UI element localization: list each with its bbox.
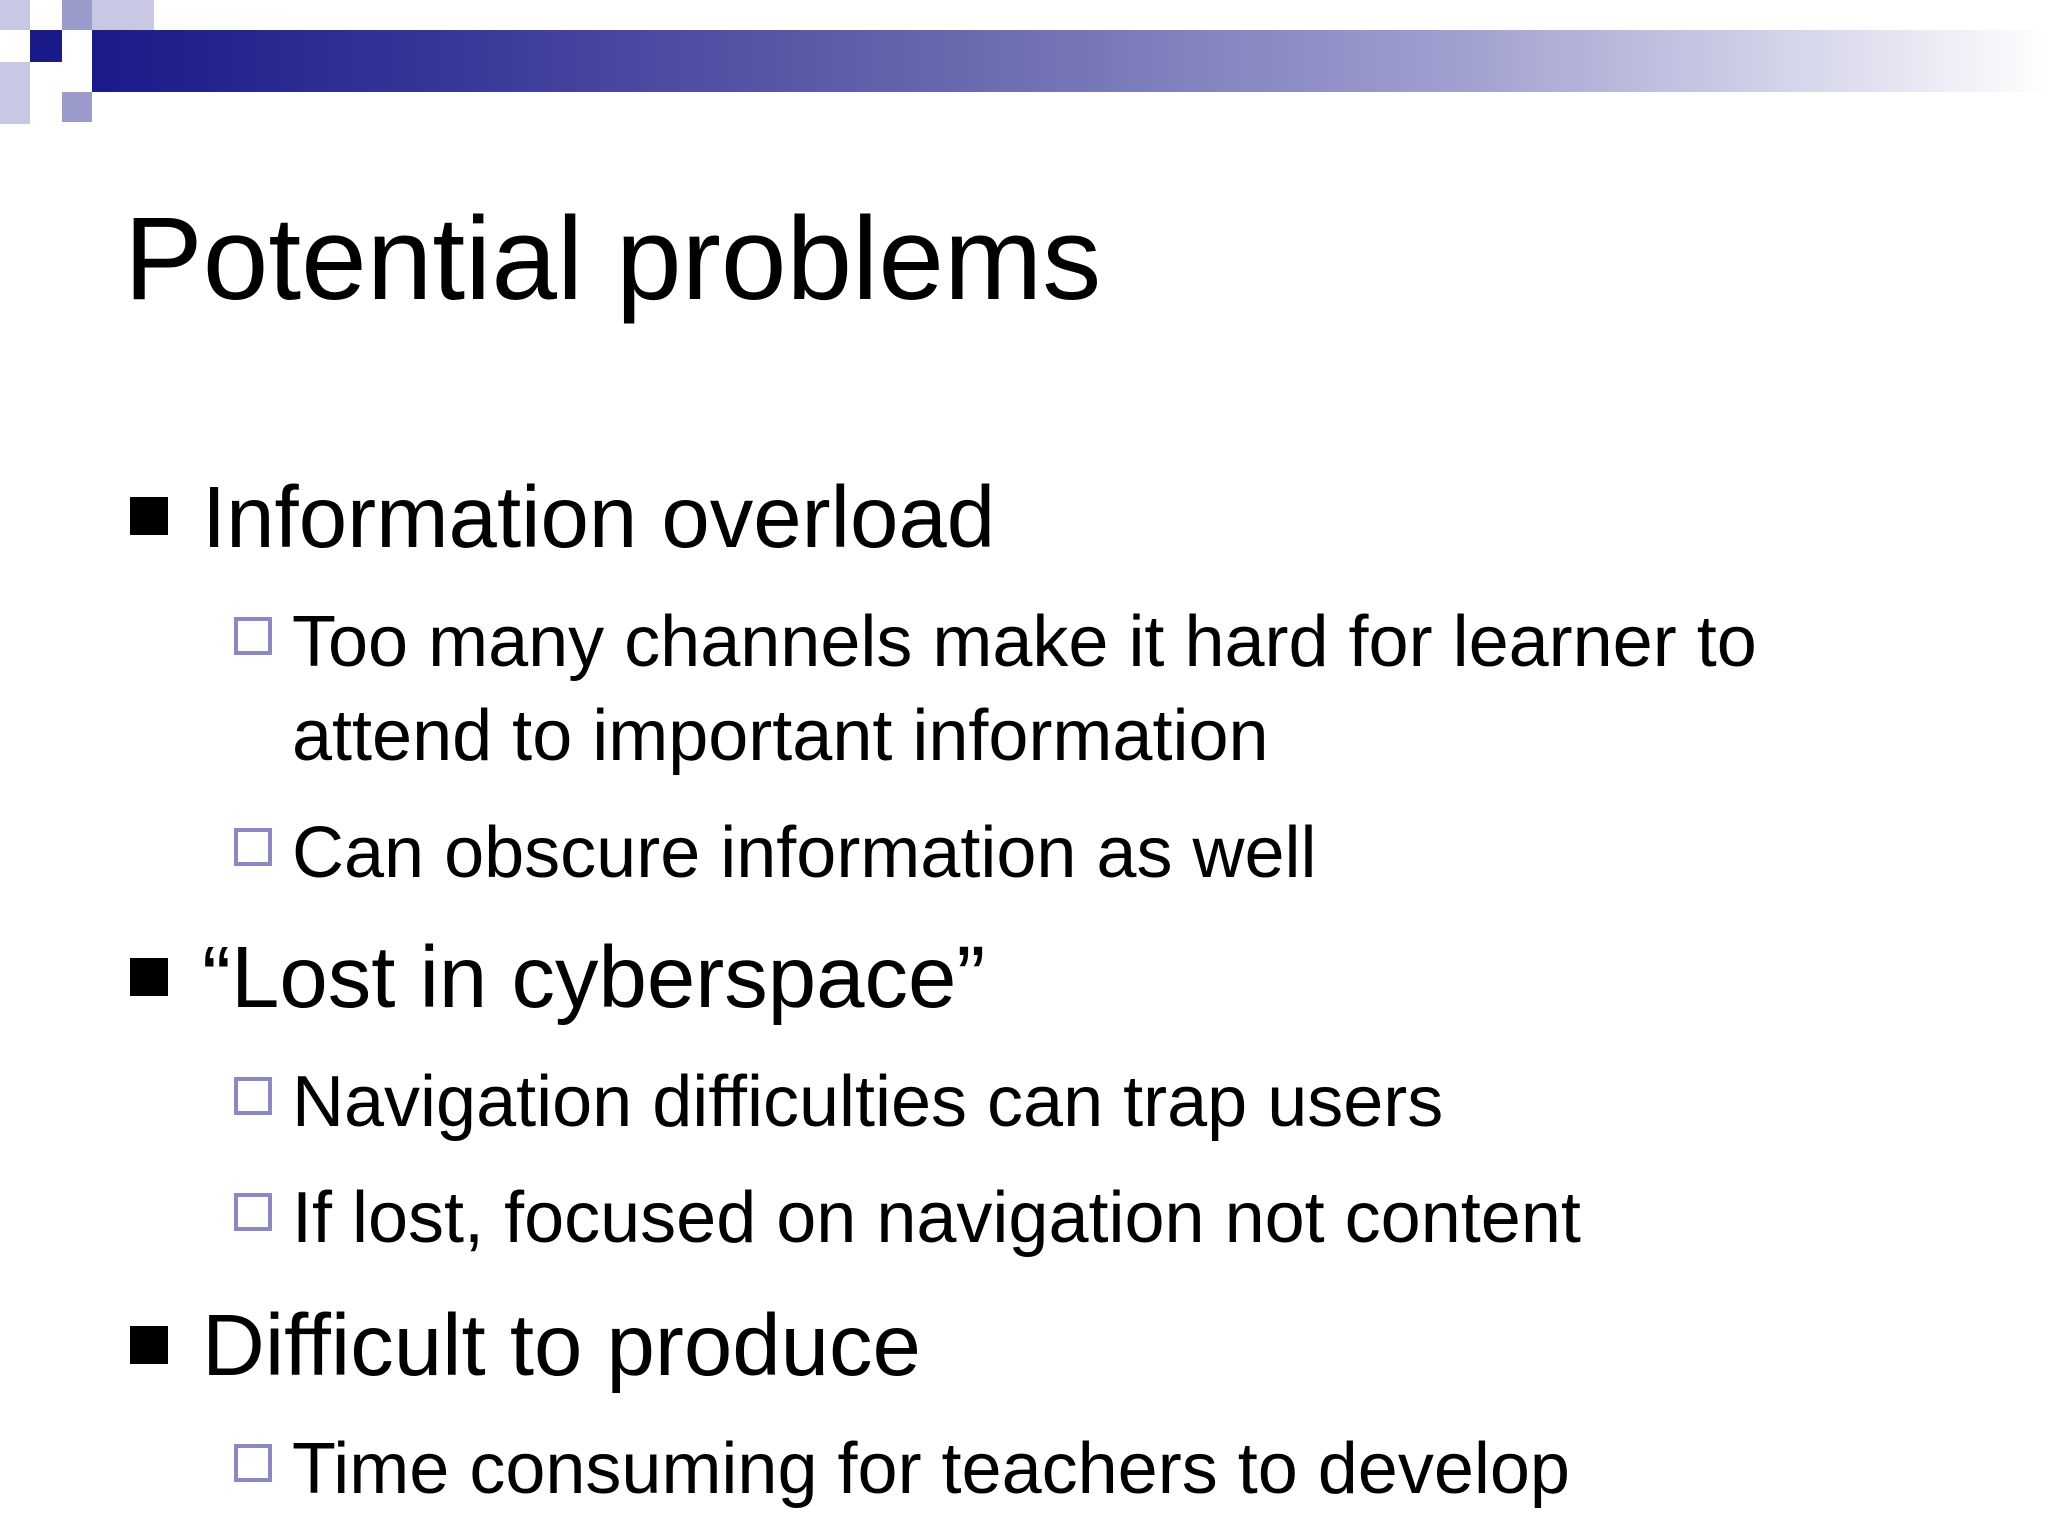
sub-bullet-item: Time consuming for teachers to develop [292,1429,1570,1509]
square-bullet-icon [130,497,168,535]
hollow-square-bullet-icon [234,1444,272,1482]
hollow-square-bullet-icon [234,1077,272,1115]
sub-bullet-item: Too many channels make it hard for learner to attend to important information [292,602,1757,776]
slide-title: Potential problems [124,193,1102,325]
sub-bullet-item: Can obscure information as well [292,813,1317,893]
hollow-square-bullet-icon [234,1193,272,1231]
bullet-item: Information overload [202,469,996,566]
sub-bullet-item: Navigation difficulties can trap users [292,1062,1444,1142]
sub-bullet-item: If lost, focused on navigation not content [292,1178,1581,1258]
bullet-item: “Lost in cyberspace” [202,929,986,1026]
bullet-item: Difficult to produce [202,1297,921,1394]
hollow-square-bullet-icon [234,617,272,655]
hollow-square-bullet-icon [234,828,272,866]
square-bullet-icon [130,1326,168,1364]
square-bullet-icon [130,958,168,996]
